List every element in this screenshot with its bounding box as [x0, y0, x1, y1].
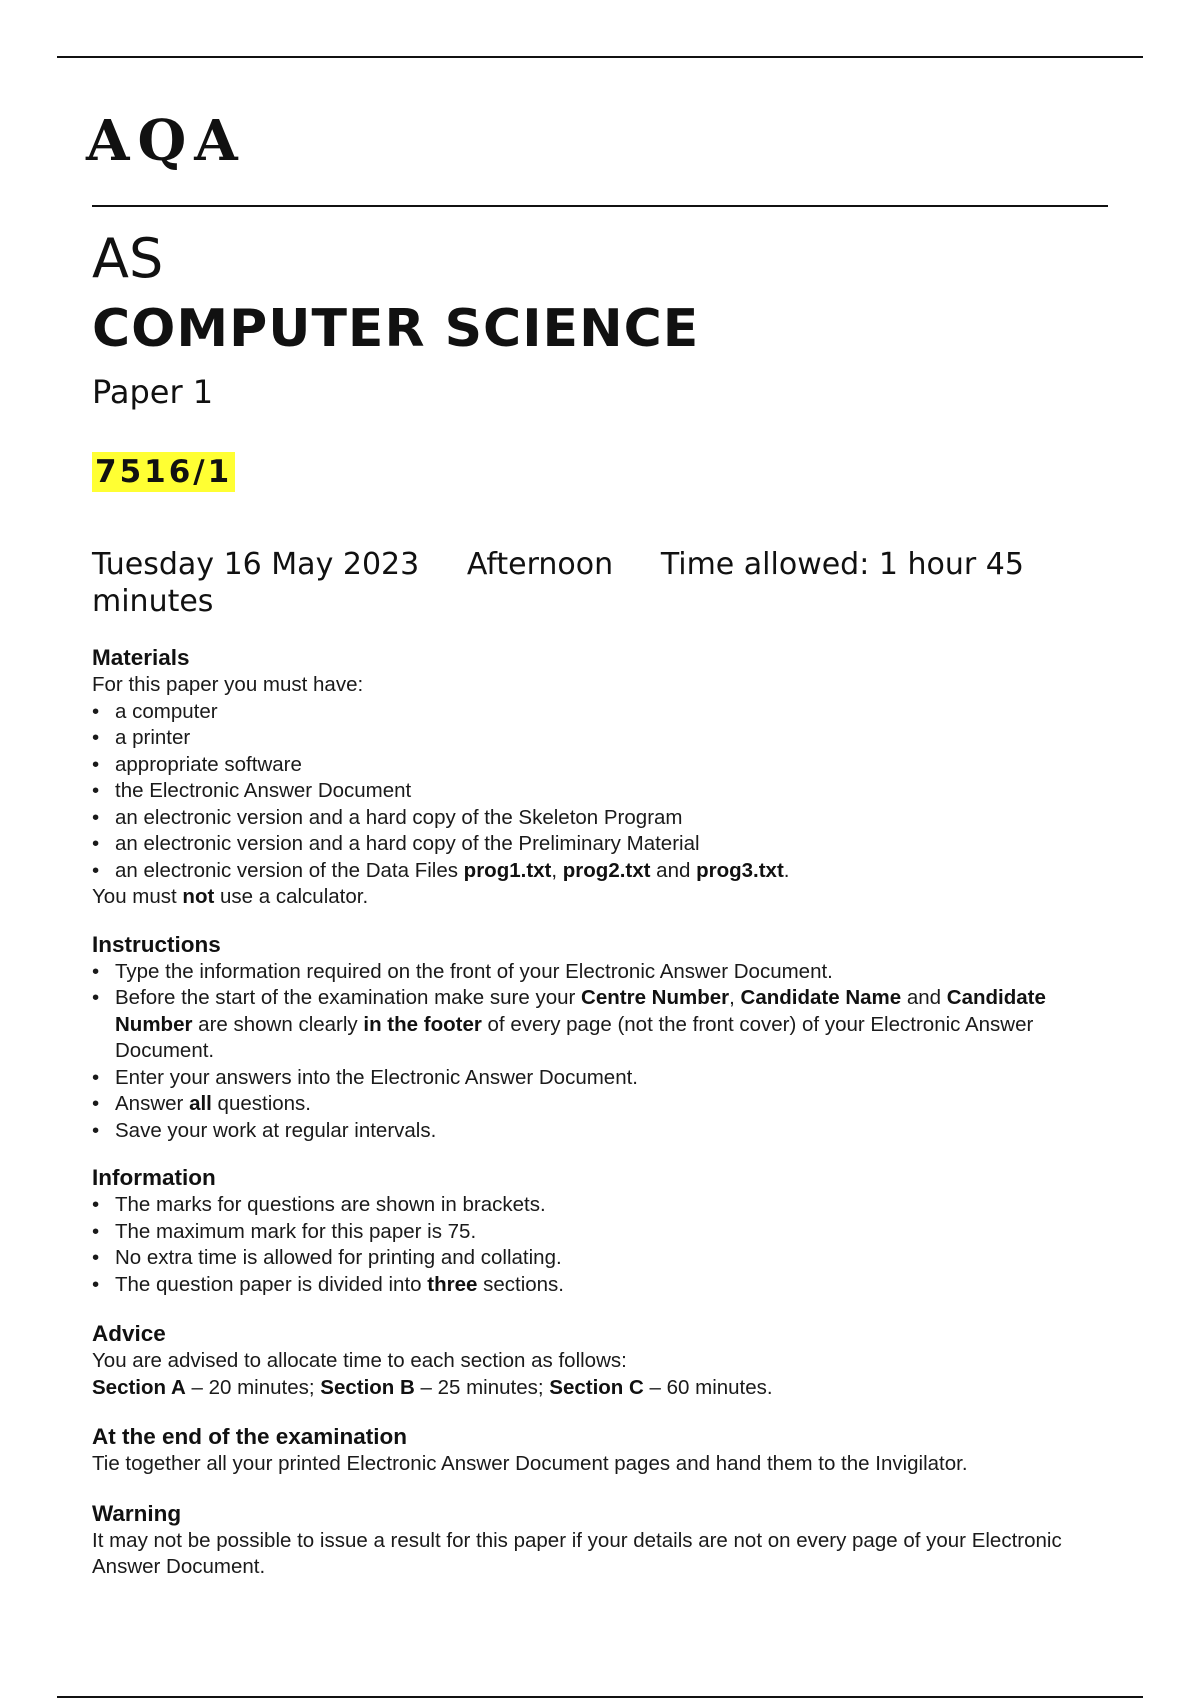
front-cover-content	[92, 644, 1112, 1581]
list-item: • Type the information required on the front of your Electronic Answer Document.	[92, 959, 1112, 986]
data-files-suffix: .	[783, 858, 790, 882]
calculator-post: use a calculator.	[214, 885, 369, 908]
data-file-name: prog3.txt	[696, 858, 784, 882]
list-item-data-files	[92, 858, 1112, 885]
list-item: • appropriate software	[92, 752, 1112, 779]
list-item: • Save your work at regular intervals.	[92, 1118, 1112, 1145]
list-item: • the Electronic Answer Document	[92, 778, 1112, 805]
materials-heading: Materials	[92, 645, 190, 670]
warning-heading: Warning	[92, 1500, 182, 1526]
information-list	[92, 1192, 1112, 1298]
text-run: Before the start of the examination make sure your	[115, 986, 582, 1009]
instructions-heading: Instructions	[92, 931, 221, 957]
calculator-pre: You must	[92, 885, 183, 908]
separator: and	[650, 858, 697, 882]
text-run: of every page (not the front cover) of your Electronic Answer Document.	[115, 1012, 1034, 1062]
section-b-label: Section B	[320, 1375, 415, 1399]
warning-section	[92, 1500, 1112, 1581]
aqa-logo: AQA	[86, 108, 246, 174]
qualification-level: AS	[92, 227, 164, 290]
list-item: • The marks for questions are shown in brackets.	[92, 1192, 1112, 1219]
exam-date: Tuesday 16 May 2023	[92, 547, 420, 582]
list-item	[92, 1272, 1112, 1299]
text-run: and	[901, 986, 947, 1009]
text-run: Answer	[115, 1092, 190, 1115]
calculator-emphasis: not	[182, 885, 215, 908]
data-files-prefix: an electronic version of the Data Files	[115, 858, 464, 882]
text-run: ,	[729, 986, 741, 1009]
list-item: • an electronic version and a hard copy of the Skeleton Program	[92, 805, 1112, 832]
text-run: sections.	[477, 1272, 565, 1296]
list-item: • The maximum mark for this paper is 75.	[92, 1219, 1112, 1246]
list-item	[92, 985, 1112, 1065]
text-run: questions.	[211, 1092, 312, 1115]
bold-run: in the footer	[363, 1012, 482, 1036]
text-run: are shown clearly	[192, 1012, 364, 1036]
end-of-exam-text: Tie together all your printed Electronic Answer Document pages and hand them to the Invigilator.	[92, 1452, 968, 1475]
section-b-time: – 25 minutes;	[414, 1375, 550, 1399]
section-a-label: Section A	[92, 1375, 186, 1399]
subject-title: COMPUTER SCIENCE	[92, 299, 700, 359]
data-file-name: prog2.txt	[562, 858, 651, 882]
header-rule	[92, 205, 1108, 207]
paper-code: 7516/1	[92, 452, 235, 492]
section-timings	[92, 1375, 1112, 1402]
data-file-name: prog1.txt	[463, 858, 552, 882]
instructions-section	[92, 931, 1112, 1145]
list-item: • a computer	[92, 699, 1112, 726]
time-allowed: Time allowed: 1 hour 45 minutes	[92, 547, 1034, 619]
materials-intro: For this paper you must have:	[92, 673, 364, 696]
top-rule	[57, 56, 1143, 58]
spacer	[419, 547, 467, 582]
section-c-label: Section C	[549, 1375, 644, 1399]
materials-section	[92, 644, 1112, 911]
list-item: • a printer	[92, 725, 1112, 752]
spacer	[613, 547, 661, 582]
list-item: • No extra time is allowed for printing and collating.	[92, 1245, 1112, 1272]
section-a-time: – 20 minutes;	[185, 1375, 321, 1399]
advice-section	[92, 1320, 1112, 1401]
bold-run: all	[189, 1092, 212, 1115]
bold-run: Candidate Number	[115, 986, 1046, 1036]
paper-number: Paper 1	[92, 373, 214, 411]
end-of-exam-heading: At the end of the examination	[92, 1424, 408, 1449]
bottom-rule	[57, 1696, 1143, 1698]
bold-run: Centre Number	[581, 986, 730, 1009]
information-heading: Information	[92, 1165, 216, 1190]
bold-run: three	[427, 1272, 478, 1296]
calculator-note	[92, 884, 1112, 911]
text-run: The question paper is divided into	[115, 1272, 428, 1296]
exam-session: Afternoon	[466, 547, 614, 582]
list-item: • an electronic version and a hard copy of the Preliminary Material	[92, 831, 1112, 858]
advice-heading: Advice	[92, 1321, 166, 1346]
separator: ,	[551, 858, 563, 882]
advice-intro: You are advised to allocate time to each section as follows:	[92, 1349, 627, 1372]
list-item: • Enter your answers into the Electronic Answer Document.	[92, 1065, 1112, 1092]
exam-date-line	[92, 546, 1102, 620]
end-of-exam-section	[92, 1423, 1112, 1478]
materials-list	[92, 699, 1112, 885]
list-item	[92, 1091, 1112, 1118]
instructions-list	[92, 959, 1112, 1145]
section-c-time: – 60 minutes.	[643, 1375, 773, 1399]
warning-text: It may not be possible to issue a result for this paper if your details are not on every page of your Electronic Answer Document.	[92, 1528, 1062, 1578]
information-section	[92, 1164, 1112, 1298]
bold-run: Candidate Name	[740, 986, 902, 1009]
